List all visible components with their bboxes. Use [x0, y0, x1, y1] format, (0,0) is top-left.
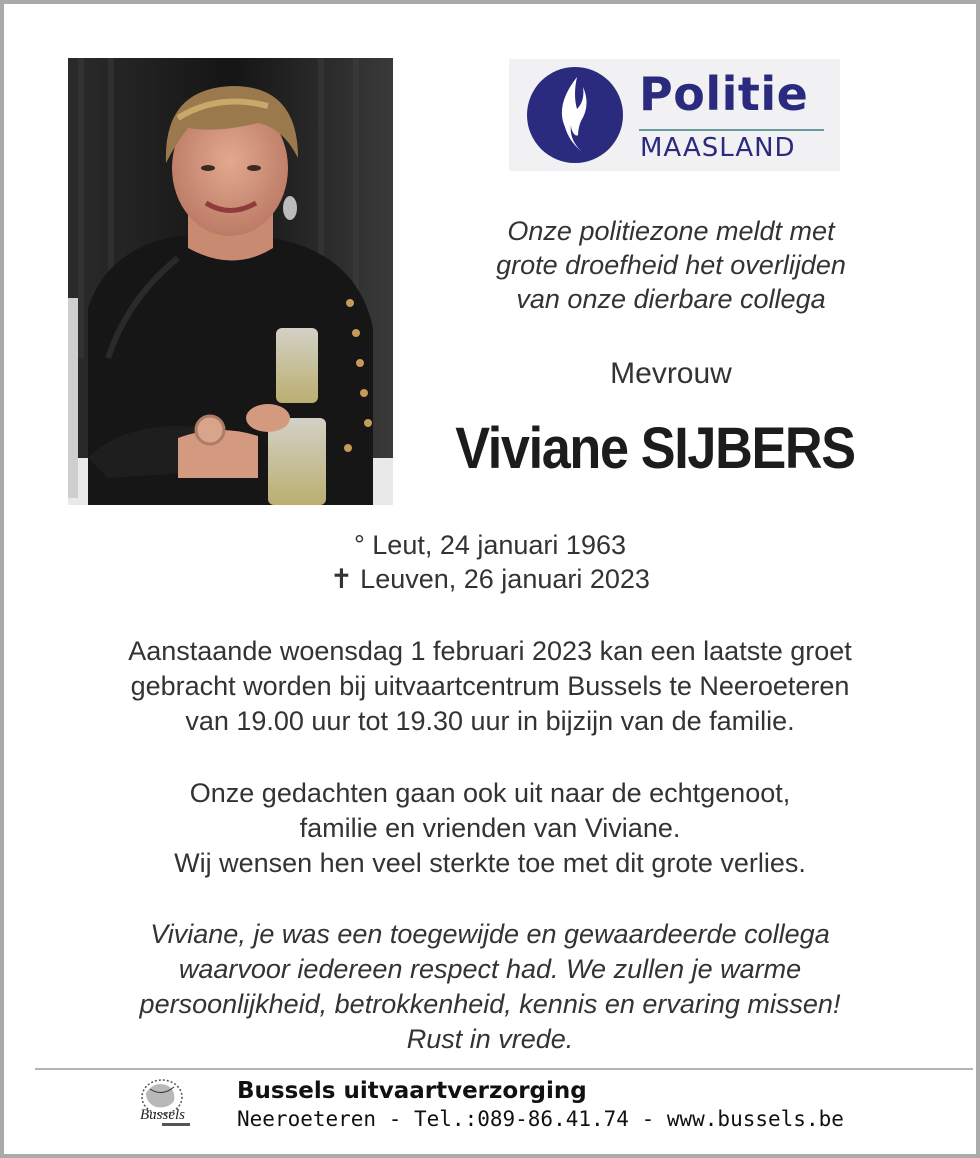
paragraph-line: Rust in vrede. [406, 1024, 574, 1054]
birth-line: ° Leut, 24 januari 1963 [353, 530, 626, 560]
funeral-home-name: Bussels uitvaartverzorging [237, 1078, 587, 1104]
bussels-logo-icon [132, 1075, 198, 1133]
intro-line: van onze dierbare collega [516, 284, 826, 314]
funeral-home-contact: Neeroeteren - Tel.:089-86.41.74 - www.bussels.be [237, 1107, 844, 1131]
paragraph-line: familie en vrienden van Viviane. [299, 813, 681, 843]
police-logo-word: Politie [639, 67, 809, 121]
police-logo-divider [639, 129, 824, 131]
paragraph-line: van 19.00 uur tot 19.30 uur in bijzijn van de familie. [185, 706, 795, 736]
visitation-paragraph [0, 634, 980, 739]
footer-divider [35, 1068, 973, 1070]
portrait-photo [68, 58, 393, 505]
life-dates [0, 528, 980, 596]
intro-line: Onze politiezone meldt met [507, 216, 835, 246]
paragraph-line: Viviane, je was een toegewijde en gewaardeerde collega [150, 919, 830, 949]
family-paragraph [0, 776, 980, 881]
paragraph-line: persoonlijkheid, betrokkenheid, kennis en ervaring missen! [139, 989, 841, 1019]
bussels-logo-text: Bussels [140, 1107, 185, 1123]
paragraph-line: waarvoor iedereen respect had. We zullen je warme [178, 954, 802, 984]
police-logo-region: MAASLAND [640, 133, 796, 163]
flame-emblem-icon [525, 65, 625, 165]
paragraph-line: gebracht worden bij uitvaartcentrum Bussels te Neeroeteren [130, 671, 850, 701]
tribute-paragraph [0, 917, 980, 1057]
portrait-illustration [68, 58, 393, 505]
police-logo [509, 59, 840, 171]
announcement-intro [430, 214, 912, 316]
deceased-name: Viviane SIJBERS [455, 416, 855, 481]
paragraph-line: Wij wensen hen veel sterkte toe met dit grote verlies. [174, 848, 806, 878]
paragraph-line: Onze gedachten gaan ook uit naar de echtgenoot, [189, 778, 791, 808]
intro-line: grote droefheid het overlijden [496, 250, 846, 280]
paragraph-line: Aanstaande woensdag 1 februari 2023 kan een laatste groet [128, 636, 852, 666]
funeral-home-logo [132, 1075, 198, 1133]
salutation: Mevrouw [610, 357, 732, 390]
death-line: ✝ Leuven, 26 januari 2023 [330, 564, 650, 594]
